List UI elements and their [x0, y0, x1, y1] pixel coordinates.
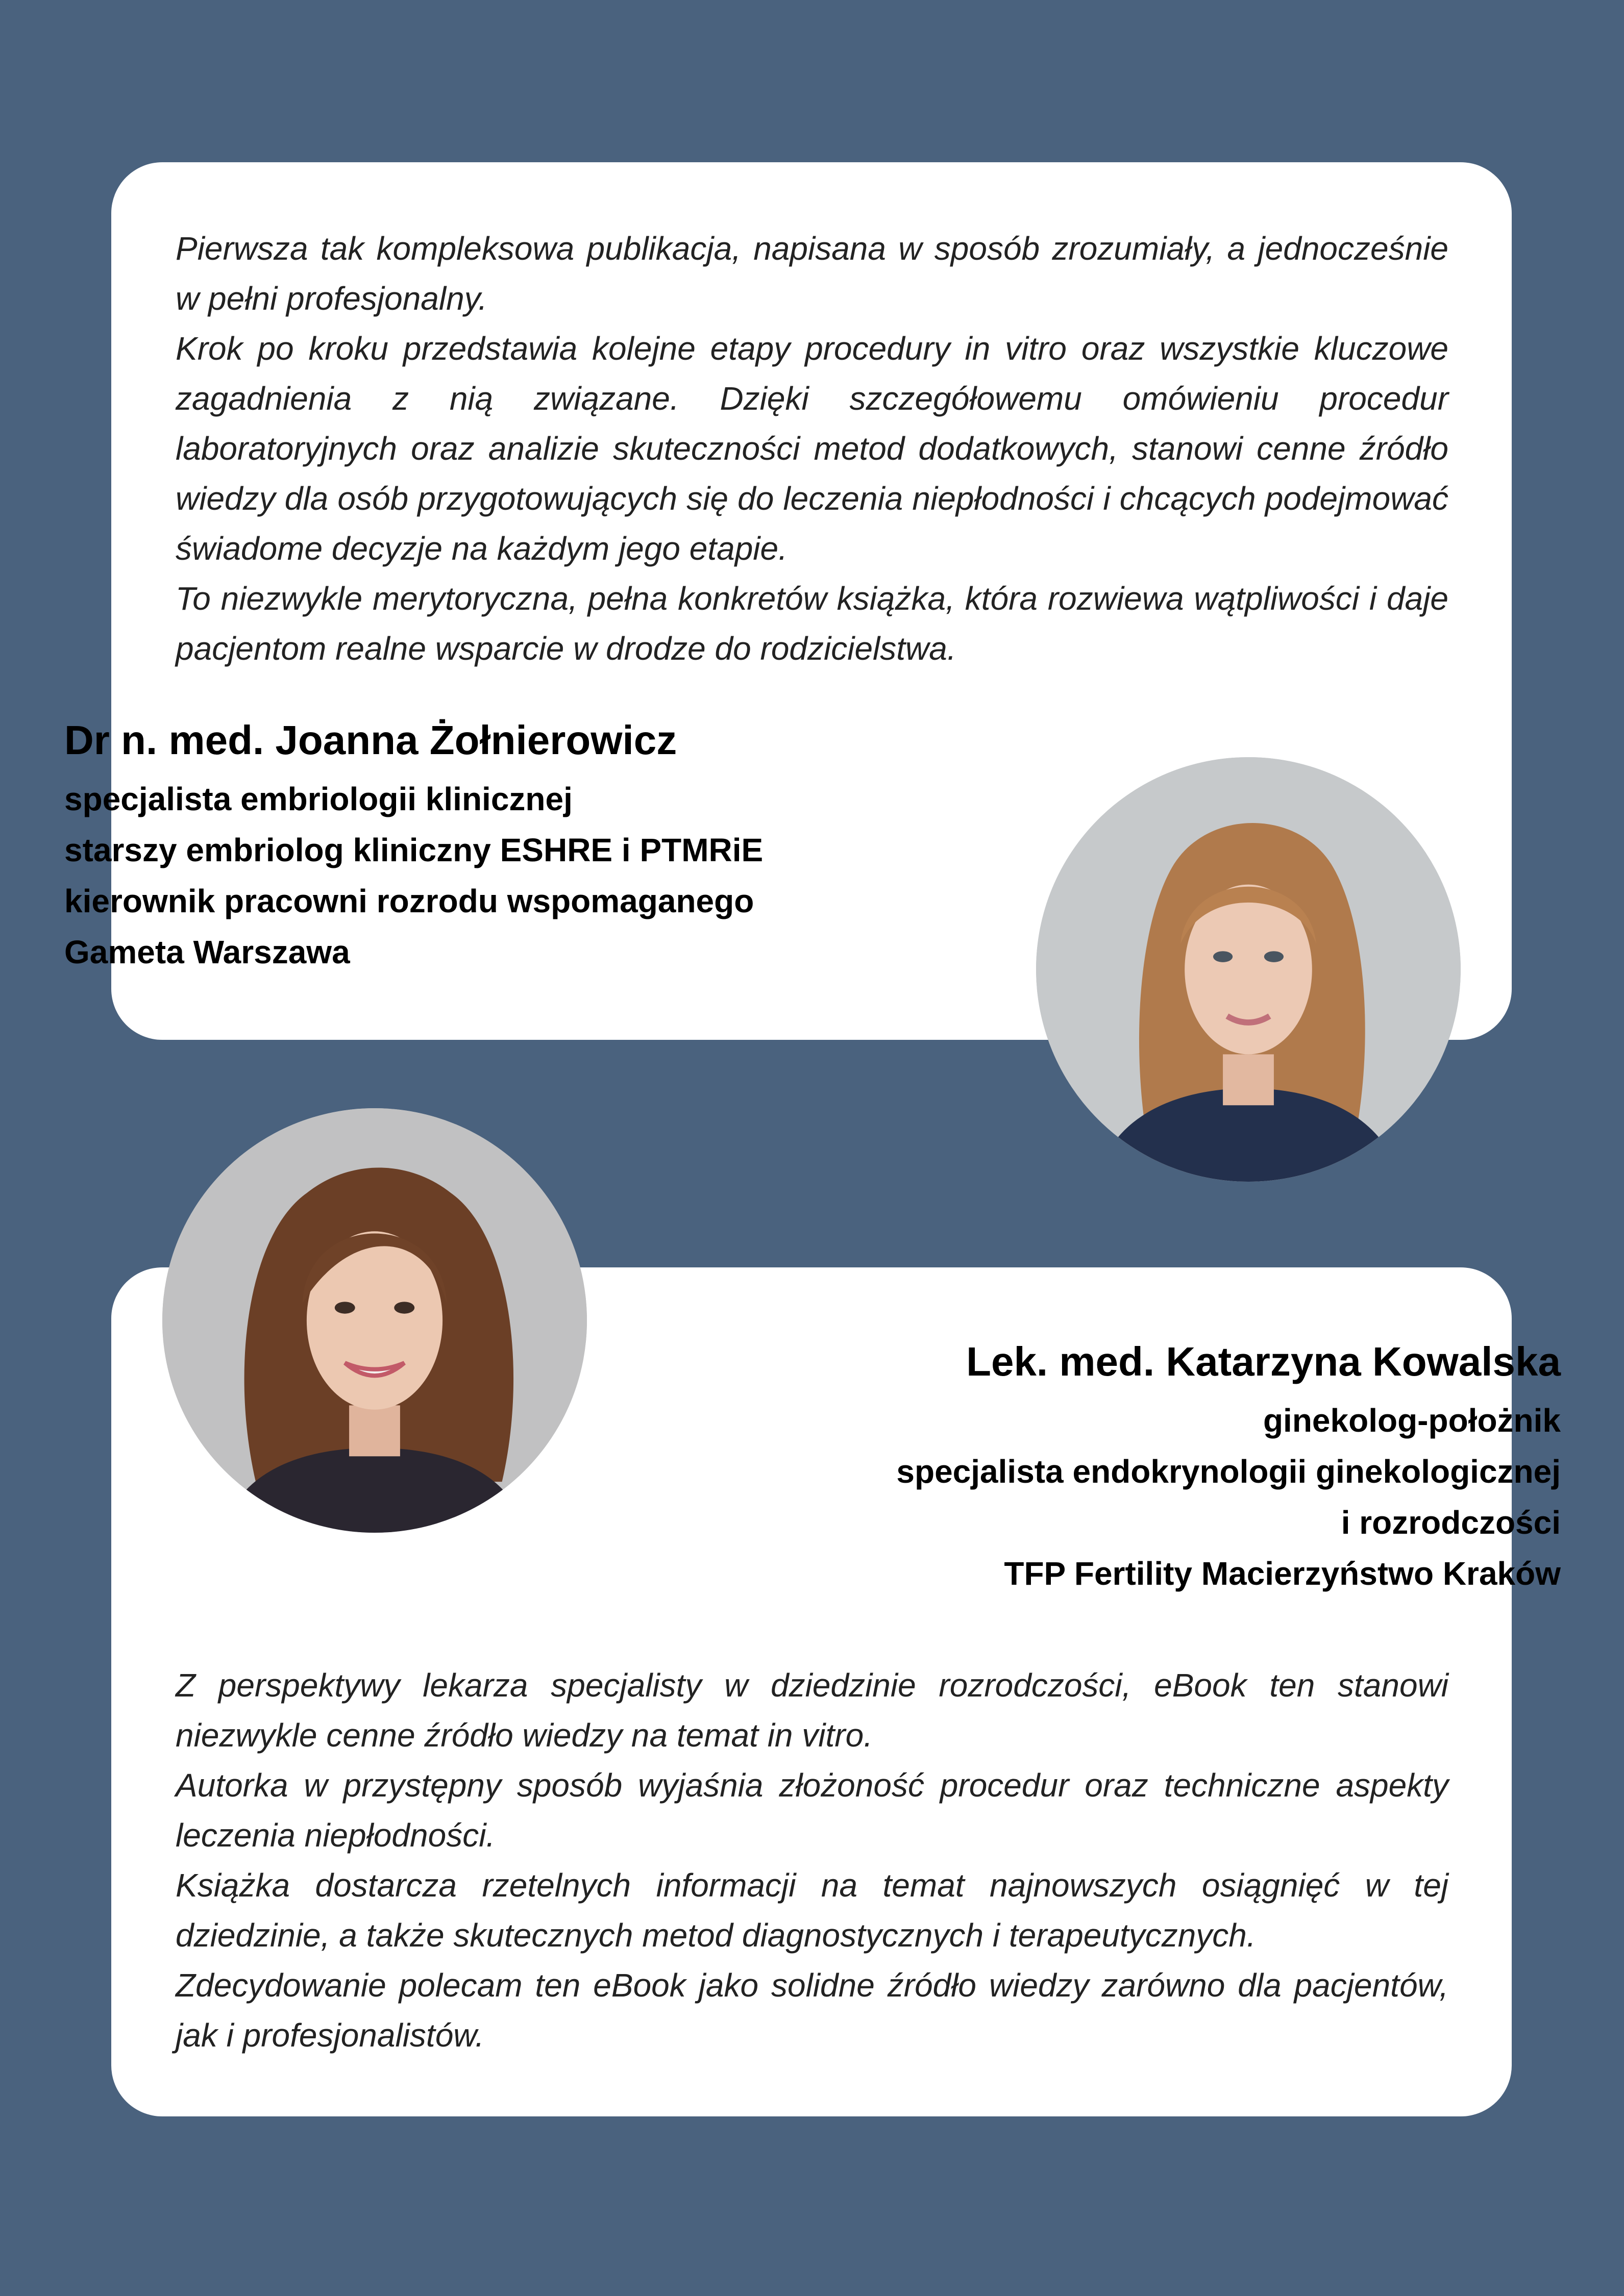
author-2-title-1: ginekolog-położnik [1263, 1402, 1561, 1439]
author-1-title-1: specjalista embriologii klinicznej [64, 781, 573, 817]
author-2-workplace: TFP Fertility Macierzyństwo Kraków [1004, 1555, 1561, 1592]
review-2-author [642, 1334, 1561, 1599]
review-2-paragraph-1: Z perspektywy lekarza specjalisty w dziedzinie rozrodczości, eBook ten stanowi niezwykle cenne źródło wiedzy na temat in vitro. [176, 1667, 1448, 1754]
author-1-workplace: Gameta Warszawa [64, 934, 350, 970]
author-1-title-3: kierownik pracowni rozrodu wspomaganego [64, 883, 754, 919]
review-2-paragraph-3: Książka dostarcza rzetelnych informacji na temat najnowszych osiągnięć w tej dziedzinie, a także skutecznych metod diagnostycznych i terapeutycznych. [176, 1867, 1448, 1954]
review-1-paragraph-2: Krok po kroku przedstawia kolejne etapy procedury in vitro oraz wszystkie kluczowe zagadnienia z nią związane. Dzięki szczegółowemu omówieniu procedur laboratoryjnych oraz analizie skuteczności metod dodatkowych, stanowi cenne źródło wiedzy dla osób przygotowujących się do leczenia niepłodności i chcących podejmować świadome decyzje na każdym jego etapie. [176, 330, 1448, 567]
review-1-paragraph-1: Pierwsza tak kompleksowa publikacja, napisana w sposób zrozumiały, a jednocześnie w pełni profesjonalny. [176, 230, 1448, 317]
author-1-title-2: starszy embriolog kliniczny ESHRE i PTMRiE [64, 832, 764, 868]
review-1-quote [176, 223, 1448, 673]
author-1-portrait [1036, 757, 1461, 1182]
author-2-name: Lek. med. Katarzyna Kowalska [966, 1339, 1561, 1384]
author-1-name: Dr n. med. Joanna Żołnierowicz [64, 717, 677, 763]
author-2-title-3: i rozrodczości [1341, 1504, 1561, 1541]
review-2-paragraph-2: Autorka w przystępny sposób wyjaśnia złożoność procedur oraz techniczne aspekty leczenia niepłodności. [176, 1767, 1448, 1854]
review-2-paragraph-4: Zdecydowanie polecam ten eBook jako solidne źródło wiedzy zarówno dla pacjentów, jak i profesjonalistów. [176, 1967, 1448, 2054]
author-2-portrait [162, 1108, 587, 1533]
author-2-title-2: specjalista endokrynologii ginekologicznej [896, 1453, 1561, 1490]
review-1-paragraph-3: To niezwykle merytoryczna, pełna konkretów książka, która rozwiewa wątpliwości i daje pacjentom realne wsparcie w drodze do rodzicielstwa. [176, 580, 1448, 667]
review-1-author [64, 712, 1034, 978]
review-2-quote [176, 1660, 1448, 2060]
